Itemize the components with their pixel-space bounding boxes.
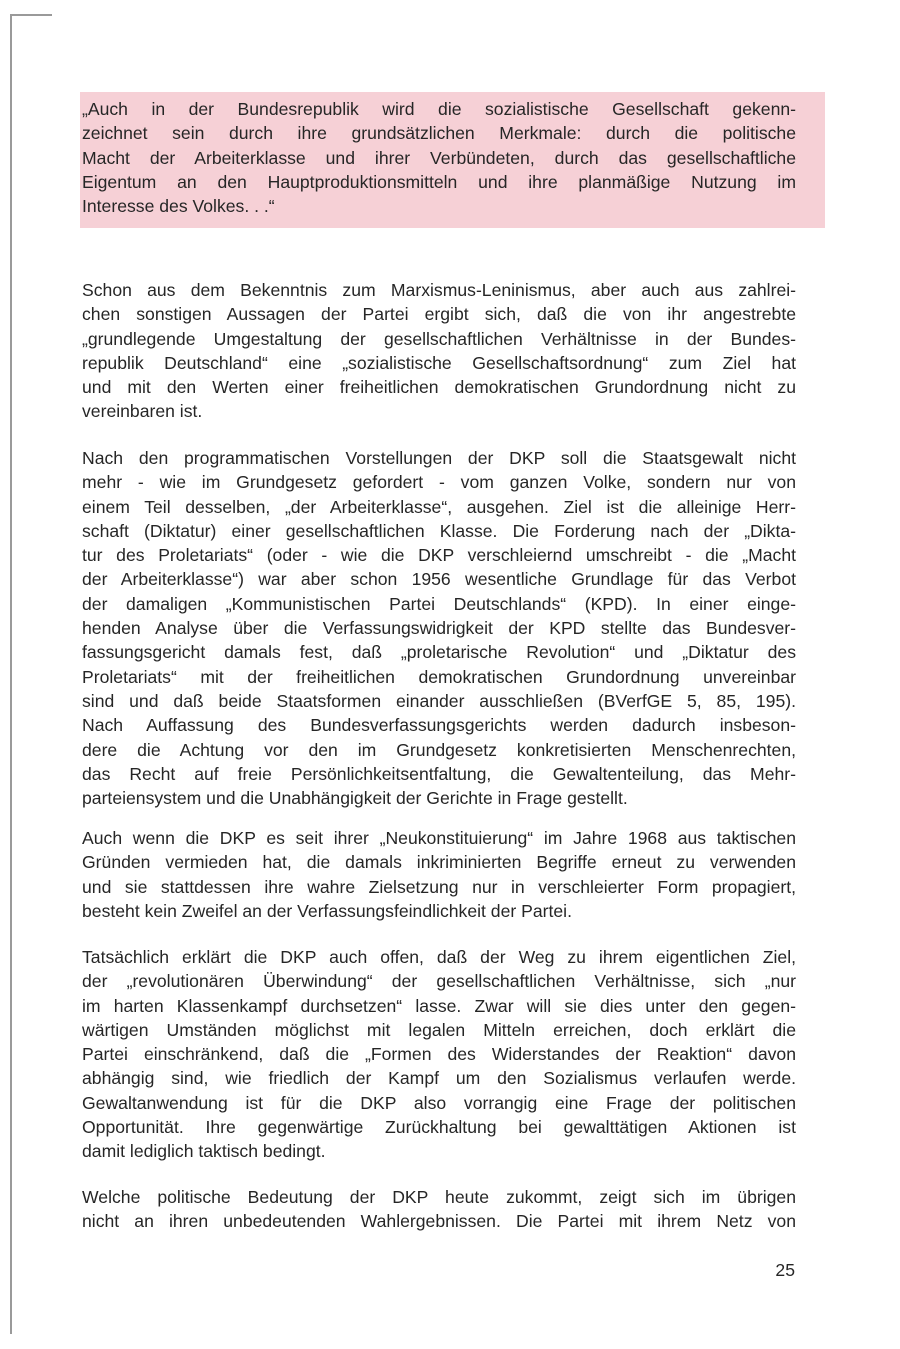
paragraph-line: wärtigen Umständen möglichst mit legalen Mitteln erreichen, doch erklärt die xyxy=(82,1019,796,1040)
paragraph-line: henden Analyse über die Verfassungswidrigkeit der KPD stellte das Bundesver- xyxy=(82,618,796,639)
paragraph-line: schaft (Diktatur) einer gesellschaftlichen Klasse. Die Forderung nach der „Dikta- xyxy=(82,520,796,541)
paragraph-2 xyxy=(82,446,796,810)
paragraph-line: im harten Klassenkampf durchsetzen“ lasse. Zwar will sie dies unter den gegen- xyxy=(82,995,796,1016)
quote-line: zeichnet sein durch ihre grundsätzlichen Merkmale: durch die politische xyxy=(82,123,796,144)
paragraph-4 xyxy=(82,945,796,1164)
paragraph-line: Opportunität. Ihre gegenwärtige Zurückhaltung bei gewalttätigen Aktionen ist xyxy=(82,1117,796,1138)
quote-line: Interesse des Volkes. . .“ xyxy=(82,196,275,217)
paragraph-line: Nach Auffassung des Bundesverfassungsgerichts werden dadurch insbeson- xyxy=(82,715,796,736)
paragraph-line: besteht kein Zweifel an der Verfassungsfeindlichkeit der Partei. xyxy=(82,900,572,921)
paragraph-line: chen sonstigen Aussagen der Partei ergibt sich, daß die von ihr angestrebte xyxy=(82,304,796,325)
paragraph-line: und mit den Werten einer freiheitlichen demokratischen Grundordnung nicht zu xyxy=(82,377,796,398)
paragraph-line: damit lediglich taktisch bedingt. xyxy=(82,1141,326,1162)
paragraph-line: nicht an ihren unbedeutenden Wahlergebnissen. Die Partei mit ihrem Netz von xyxy=(82,1211,796,1232)
paragraph-line: Schon aus dem Bekenntnis zum Marxismus-Leninismus, aber auch aus zahlrei- xyxy=(82,280,796,300)
paragraph-line: Auch wenn die DKP es seit ihrer „Neukonstituierung“ im Jahre 1968 aus taktischen xyxy=(82,828,796,848)
paragraph-line: Partei einschränkend, daß die „Formen des Widerstandes der Reaktion“ davon xyxy=(82,1044,796,1065)
paragraph-line: parteiensystem und die Unabhängigkeit der Gerichte in Frage gestellt. xyxy=(82,788,628,809)
paragraph-line: Proletariats“ mit der freiheitlichen demokratischen Grundordnung unvereinbar xyxy=(82,666,796,687)
quote-block xyxy=(82,97,796,218)
paragraph-3 xyxy=(82,826,796,923)
paragraph-line: Welche politische Bedeutung der DKP heute zukommt, zeigt sich im übrigen xyxy=(82,1187,796,1207)
paragraph-line: tur des Proletariats“ (oder - wie die DKP verschleiernd umschreibt - die „Macht xyxy=(82,545,796,566)
paragraph-line: „grundlegende Umgestaltung der gesellschaftlichen Verhältnisse in der Bundes- xyxy=(82,328,796,349)
paragraph-5 xyxy=(82,1185,796,1234)
paragraph-line: vereinbaren ist. xyxy=(82,401,203,422)
quote-line: Eigentum an den Hauptproduktionsmitteln und ihre planmäßige Nutzung im xyxy=(82,171,796,192)
paragraph-line: und sie stattdessen ihre wahre Zielsetzung nur in verschleierter Form propagiert, xyxy=(82,876,796,897)
paragraph-line: Tatsächlich erklärt die DKP auch offen, daß der Weg zu ihrem eigentlichen Ziel, xyxy=(82,947,796,967)
paragraph-line: abhängig sind, wie friedlich der Kampf um den Sozialismus verlaufen werde. xyxy=(82,1068,796,1089)
paragraph-line: Nach den programmatischen Vorstellungen der DKP soll die Staatsgewalt nicht xyxy=(82,448,796,468)
page-number: 25 xyxy=(775,1260,795,1280)
scan-corner-line xyxy=(10,14,52,16)
paragraph-line: mehr - wie im Grundgesetz gefordert - vom ganzen Volke, sondern nur von xyxy=(82,472,796,493)
quote-line: Macht der Arbeiterklasse und ihrer Verbündeten, durch das gesellschaftliche xyxy=(82,147,796,168)
paragraph-line: Gründen vermieden hat, die damals inkriminierten Begriffe erneut zu verwenden xyxy=(82,852,796,873)
paragraph-line: fassungsgericht damals fest, daß „proletarische Revolution“ und „Diktatur des xyxy=(82,642,796,663)
scan-edge-line xyxy=(10,14,12,1334)
quote-line: „Auch in der Bundesrepublik wird die sozialistische Gesellschaft gekenn- xyxy=(82,99,796,119)
paragraph-1 xyxy=(82,278,796,424)
paragraph-line: das Recht auf freie Persönlichkeitsentfaltung, die Gewaltenteilung, das Mehr- xyxy=(82,763,796,784)
paragraph-line: dere die Achtung vor den im Grundgesetz konkretisierten Menschenrechten, xyxy=(82,739,796,760)
paragraph-line: Gewaltanwendung ist für die DKP also vorrangig eine Frage der politischen xyxy=(82,1092,796,1113)
paragraph-line: einem Teil desselben, „der Arbeiterklasse“, ausgehen. Ziel ist die alleinige Herr- xyxy=(82,496,796,517)
paragraph-line: der damaligen „Kommunistischen Partei Deutschlands“ (KPD). In einer einge- xyxy=(82,593,796,614)
paragraph-line: der Arbeiterklasse“) war aber schon 1956 wesentliche Grundlage für das Verbot xyxy=(82,569,796,590)
paragraph-line: republik Deutschland“ eine „sozialistische Gesellschaftsordnung“ zum Ziel hat xyxy=(82,352,796,373)
paragraph-line: sind und daß beide Staatsformen einander ausschließen (BVerfGE 5, 85, 195). xyxy=(82,690,796,711)
paragraph-line: der „revolutionären Überwindung“ der gesellschaftlichen Verhältnisse, sich „nur xyxy=(82,971,796,992)
